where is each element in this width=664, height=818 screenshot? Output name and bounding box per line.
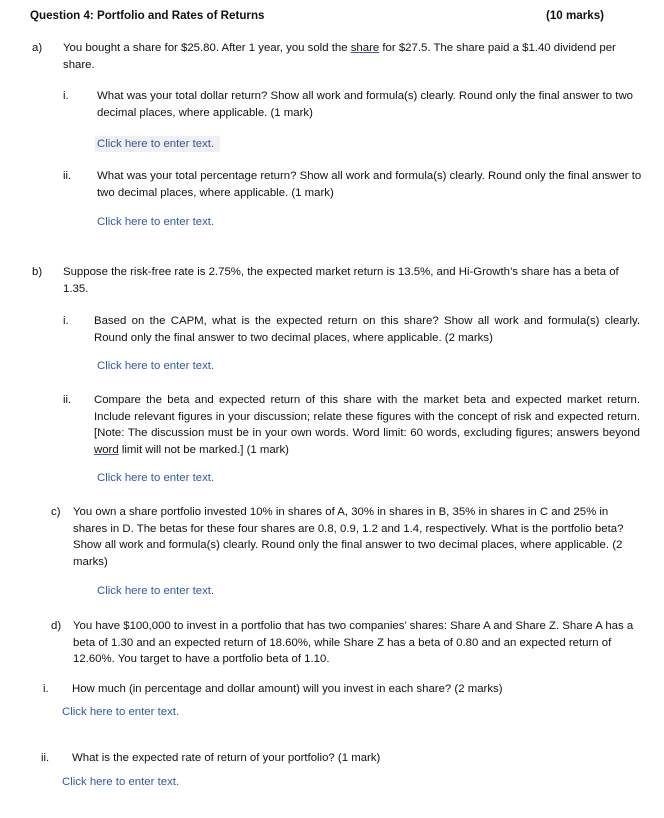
part-b-stem: Suppose the risk-free rate is 2.75%, the expected market return is 13.5%, and Hi-Growth’s share has a beta of 1.35. [63,266,619,295]
part-a-stem-text-1: You bought a share for $25.80. After 1 year, you sold the [63,42,351,54]
part-a-stem-text-2: for $27.5. The share paid a $1.40 dividend per share. [63,42,616,71]
question-marks: (10 marks) [546,9,605,22]
part-b-ii-link: word [94,443,119,456]
part-d-ii-question: What is the expected rate of return of your portfolio? (1 mark) [72,752,381,764]
part-b-ii-text-1: Compare the beta and expected return of this share with the market beta and expected market return. Include relevant figures in your discussion; relate these figures with the concept of risk and expected return. [Note: The discussion must be in your own words. Word limit: 60 words, excluding figures; answers beyond [94,394,640,439]
part-b-ii-answer-field[interactable]: Click here to enter text. [97,472,215,484]
part-a-i-label: i. [63,90,69,102]
part-d-ii-answer-field[interactable]: Click here to enter text. [62,776,180,788]
part-d-i-label: i. [43,683,49,695]
part-b-i-question: Based on the CAPM, what is the expected return on this share? Show all work and formula(s) clearly. Round only the final answer to two decimal places, where applicable. (2 marks) [94,315,640,344]
part-c-question: You own a share portfolio invested 10% in shares of A, 30% in shares in B, 35% in shares in C and 25% in shares in D. The betas for these four shares are 0.8, 0.9, 1.2 and 1.4, respectively. What is the portfolio beta? Show all work and formula(s) clearly. Round only the final answer to two decimal places, where applicable. (2 marks) [73,506,624,568]
part-b-ii-question [94,392,640,458]
part-b-label: b) [32,266,43,278]
part-d-label: d) [51,620,62,632]
part-a-ii-answer-field[interactable]: Click here to enter text. [97,216,215,228]
part-d-ii-label: ii. [41,752,50,764]
part-b-i-label: i. [63,315,69,327]
part-d-stem: You have $100,000 to invest in a portfolio that has two companies’ shares: Share A and Share Z. Share A has a beta of 1.30 and an expected return of 18.60%, while Share Z has a beta of 0.80 and an expected return of 12.60%. You target to have a portfolio beta of 1.10. [73,620,634,665]
part-b-i-answer-field[interactable]: Click here to enter text. [97,360,215,372]
part-a-stem [63,40,639,73]
question-title: Question 4: Portfolio and Rates of Returns [30,9,265,22]
part-c-label: c) [51,506,61,518]
part-c-answer-field[interactable]: Click here to enter text. [97,585,215,597]
part-a-label: a) [32,42,43,54]
part-d-i-question: How much (in percentage and dollar amount) will you invest in each share? (2 marks) [72,683,503,695]
part-a-i-answer-field[interactable]: Click here to enter text. [95,136,220,152]
part-d-i-answer-field[interactable]: Click here to enter text. [62,706,180,718]
part-a-stem-link: share [350,42,380,54]
part-b-ii-label: ii. [63,394,72,406]
part-a-ii-question: What was your total percentage return? Show all work and formula(s) clearly. Round only the final answer to two decimal places, where applicable. (1 mark) [97,170,642,199]
part-a-ii-label: ii. [63,170,72,182]
part-a-i-question: What was your total dollar return? Show all work and formula(s) clearly. Round only the final answer to two decimal places, where applicable. (1 mark) [97,90,634,119]
part-b-ii-text-2: limit will not be marked.] (1 mark) [118,443,289,456]
